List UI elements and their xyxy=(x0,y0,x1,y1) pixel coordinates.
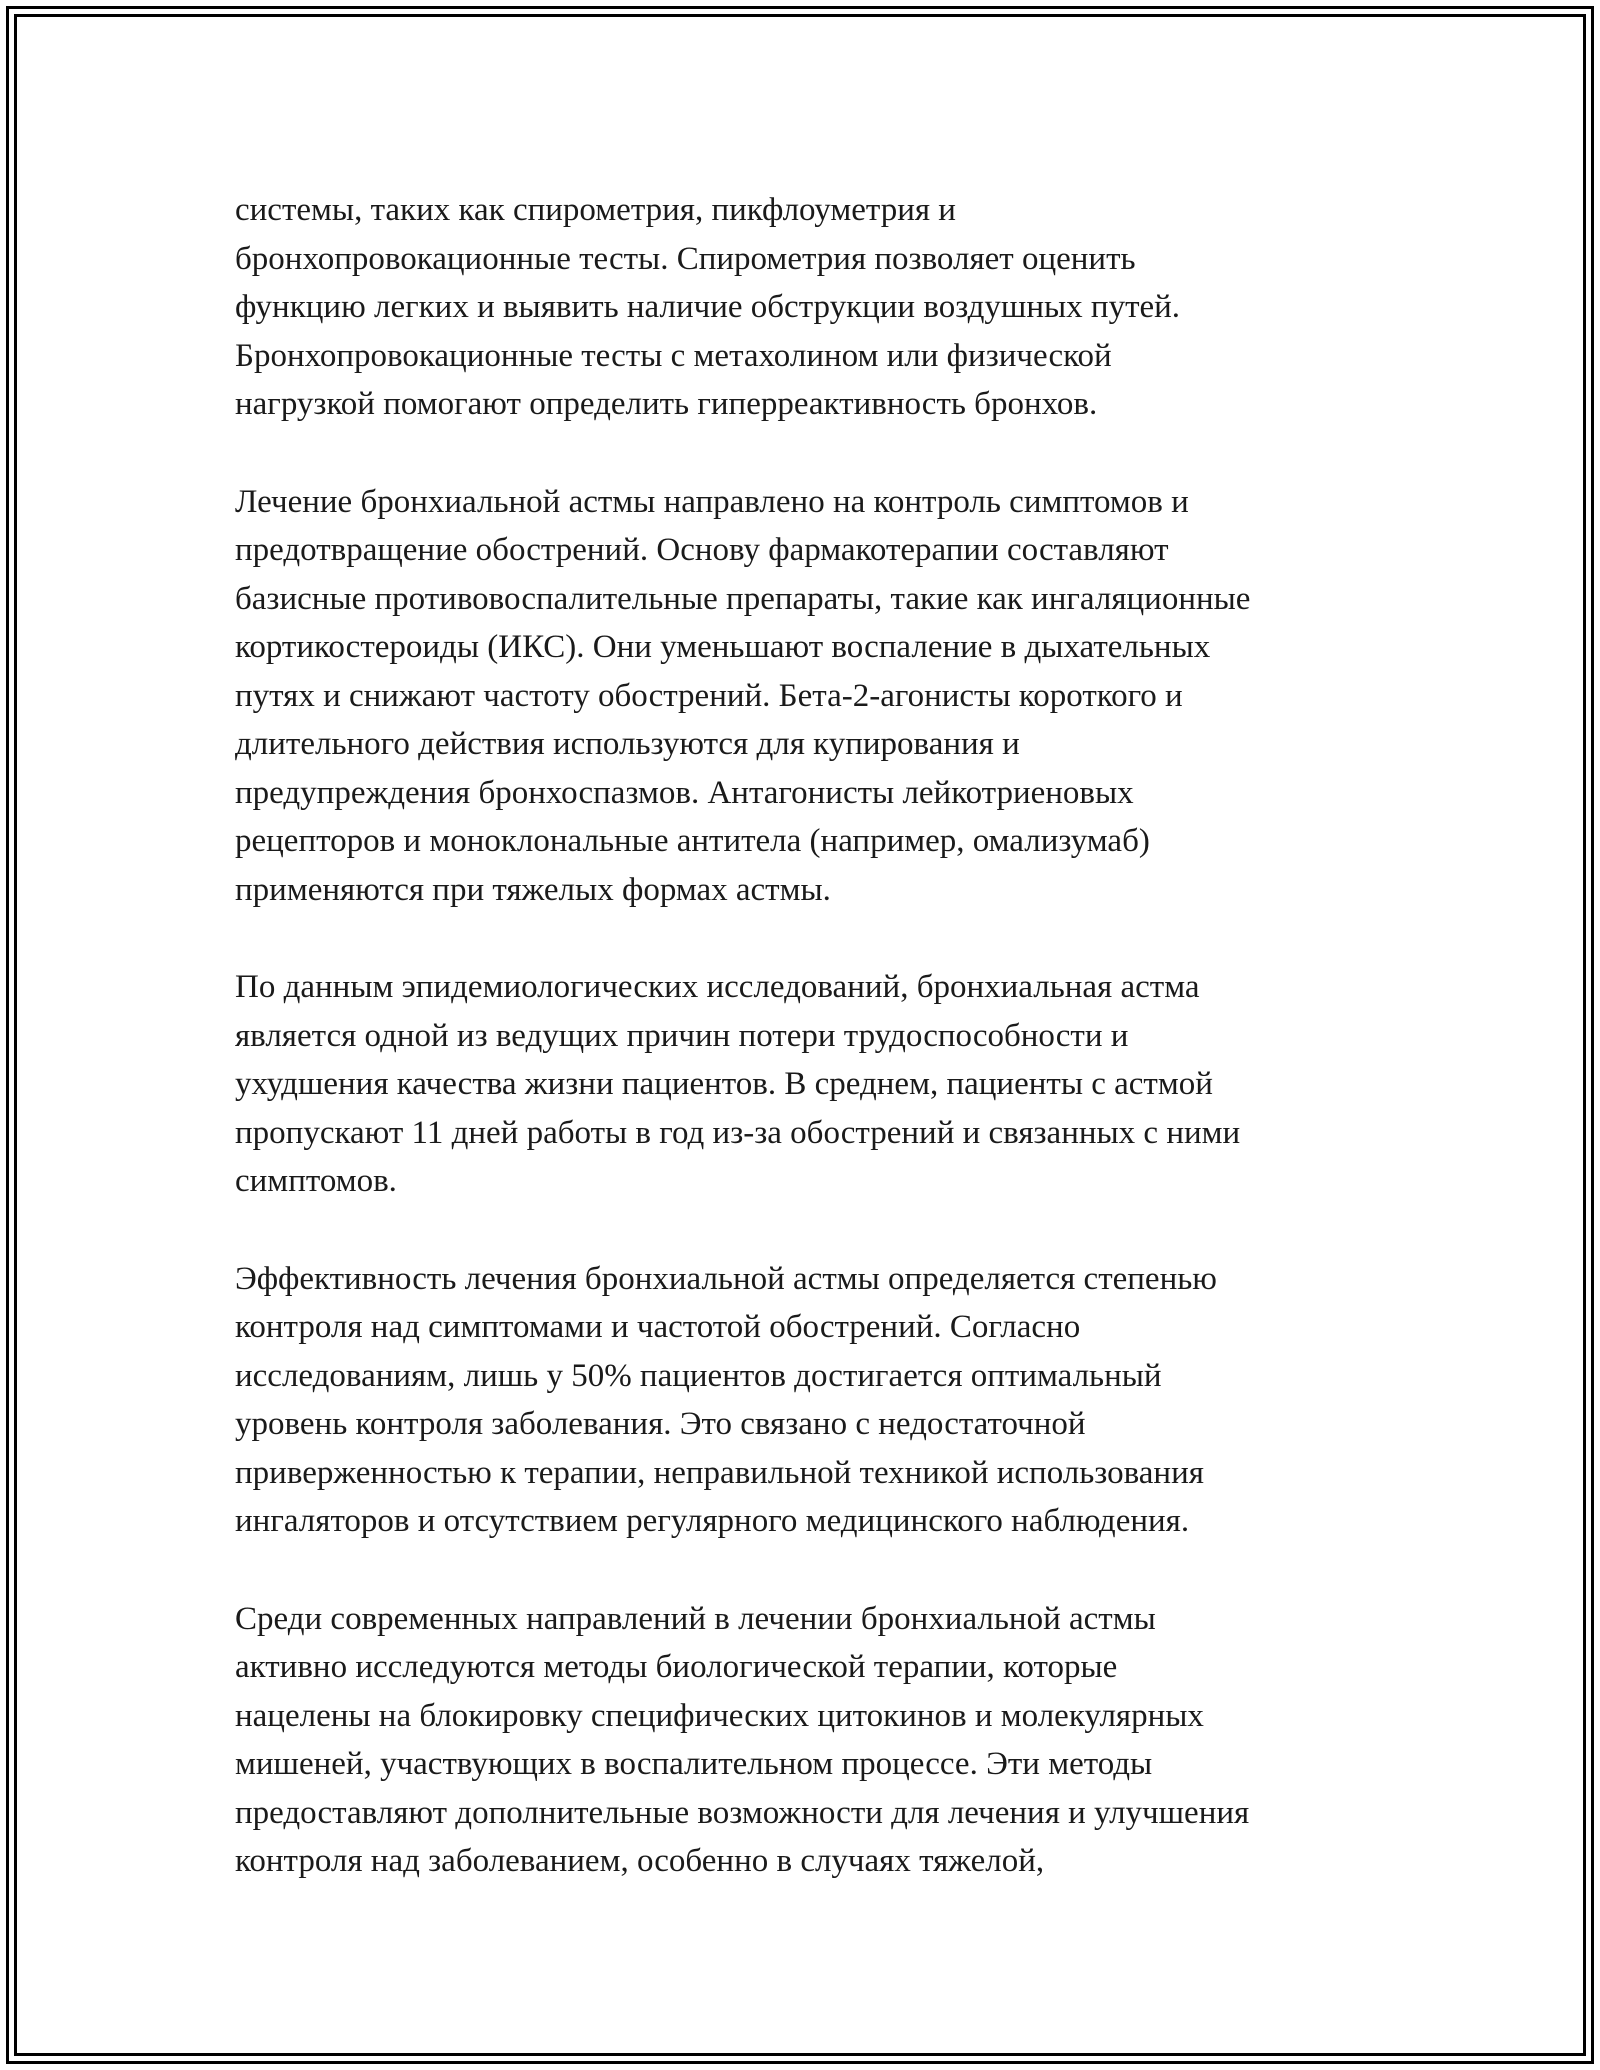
document-body xyxy=(235,186,1385,1886)
paragraph-biologic-therapy: Среди современных направлений в лечении бронхиальной астмы активно исследуются методы биологической терапии, которые нацелены на блокировку специфических цитокинов и молекулярных мишеней, участвующих в воспалительном процессе. Эти методы предоставляют дополнительные возможности для лечения и улучшения контроля над заболеванием, особенно в случаях тяжелой, xyxy=(235,1600,1250,1879)
paragraph-treatment: Лечение бронхиальной астмы направлено на контроль симптомов и предотвращение обострений. Основу фармакотерапии составляют базисные противовоспалительные препараты, такие как ингаляционные кортикостероиды (ИКС). Они уменьшают воспаление в дыхательных путях и снижают частоту обострений. Бета-2-агонисты короткого и длительного действия используются для купирования и предупреждения бронхоспазмов. Антагонисты лейкотриеновых рецепторов и моноклональные антитела (например, омализумаб) применяются при тяжелых формах астмы. xyxy=(235,483,1251,908)
paragraph-epidemiology: По данным эпидемиологических исследований, бронхиальная астма является одной из ведущих причин потери трудоспособности и ухудшения качества жизни пациентов. В среднем, пациенты с астмой пропускают 11 дней работы в год из-за обострений и связанных с ними симптомов. xyxy=(235,969,1241,1199)
paragraph-diagnostics: системы, таких как спирометрия, пикфлоуметрия и бронхопровокационные тесты. Спирометрия позволяет оценить функцию легких и выявить наличие обструкции воздушных путей. Бронхопровокационные тесты с метахолином или физической нагрузкой помогают определить гиперреактивность бронхов. xyxy=(235,192,1181,422)
paragraph-effectiveness: Эффективность лечения бронхиальной астмы определяется степенью контроля над симптомами и частотой обострений. Согласно исследованиям, лишь у 50% пациентов достигается оптимальный уровень контроля заболевания. Это связано с недостаточной приверженностью к терапии, неправильной техникой использования ингаляторов и отсутствием регулярного медицинского наблюдения. xyxy=(235,1260,1217,1539)
